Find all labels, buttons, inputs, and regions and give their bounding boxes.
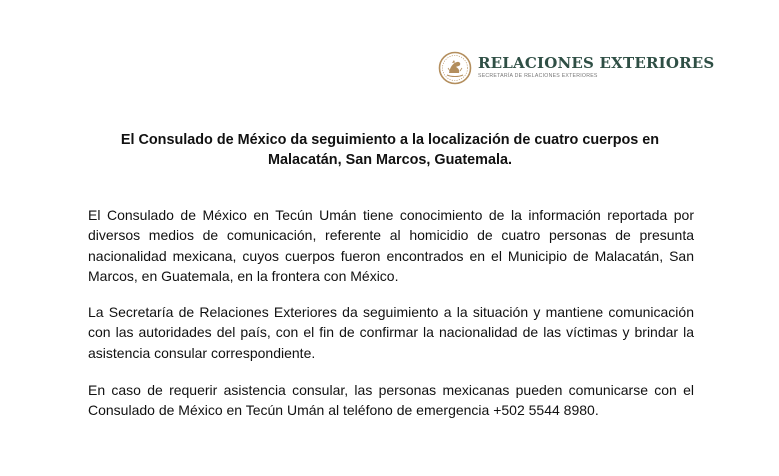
agency-subtitle: SECRETARÍA DE RELACIONES EXTERIORES [478, 73, 598, 80]
press-release-title: El Consulado de México da seguimiento a la localización de cuatro cuerpos en Malacatán, San Marcos, Guatemala. [120, 132, 660, 168]
agency-name: RELACIONES EXTERIORES [478, 54, 715, 73]
mexican-coat-of-arms-icon [438, 51, 472, 85]
body-paragraph-1: El Consulado de México en Tecún Umán tiene conocimiento de la información reportada por diversos medios de comunicación, referente al homicidio de cuatro personas de presunta nacionalidad mexicana, cuyos cuerpos fueron encontrados en el Municipio de Malacatán, San Marcos, en Guatemala, en la frontera con México. [88, 207, 694, 285]
body-paragraph-2: La Secretaría de Relaciones Exteriores da seguimiento a la situación y mantiene comunicación con las autoridades del país, con el fin de confirmar la nacionalidad de las víctimas y brindar la asistencia consular correspondiente. [88, 304, 694, 361]
agency-logo [438, 50, 715, 86]
body-paragraph-3: En caso de requerir asistencia consular, las personas mexicanas pueden comunicarse con el Consulado de México en Tecún Umán al teléfono de emergencia +502 5544 8980. [88, 382, 694, 419]
